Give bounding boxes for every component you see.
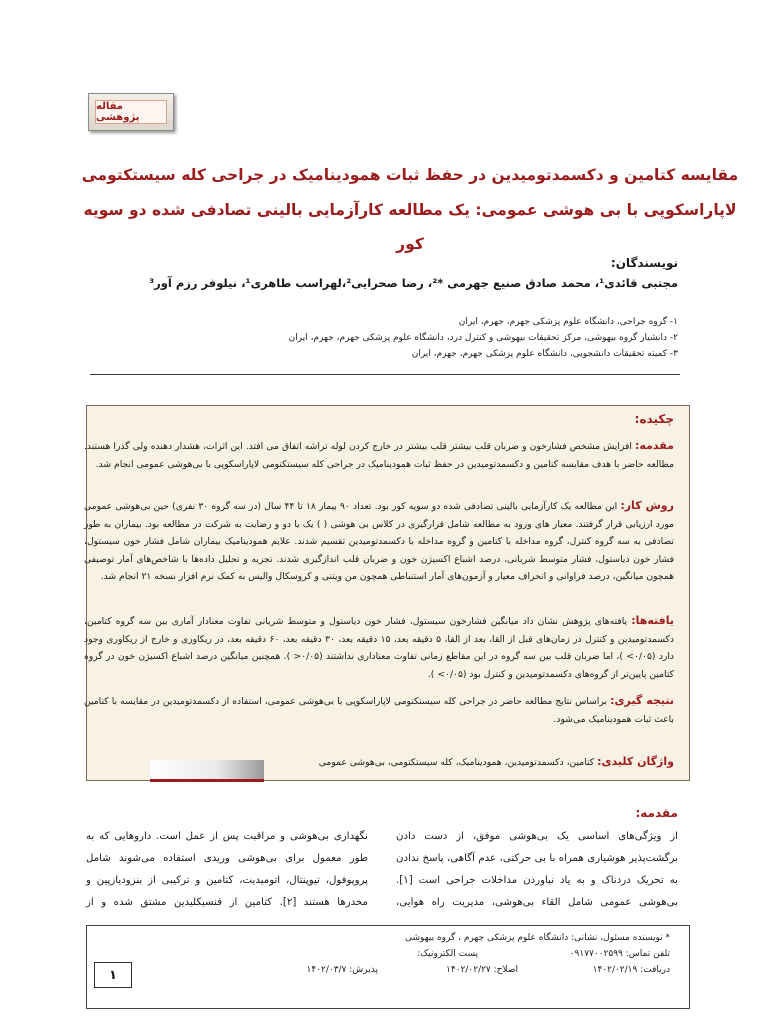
abstract-results xyxy=(84,612,674,683)
decorative-bar xyxy=(150,760,264,782)
date-revised: اصلاح: ۱۴۰۲/۰۲/۲۷ xyxy=(446,965,518,975)
abstract-keywords xyxy=(319,755,674,768)
page-number: ۱ xyxy=(94,962,132,988)
abstract-intro-label: مقدمه: xyxy=(635,439,674,452)
contact-phone: تلفن تماس: ۰۹۱۷۷۰۰۲۵۹۹ xyxy=(569,949,670,959)
authors-names: مجتبی قائدی¹، محمد صادق صنیع جهرمی *²، رضا صحرایی²،لهراسب طاهری¹، نیلوفر رزم آور³ xyxy=(149,276,678,290)
abstract-conclusion xyxy=(84,692,674,728)
keywords-text: کتامین، دکسمدتومیدین، همودینامیک، کله سیستکتومی، بی‌هوشی عمومی xyxy=(318,757,598,768)
abstract-methods xyxy=(84,497,674,586)
keywords-label: واژگان کلیدی: xyxy=(597,755,674,768)
badge-label: مقاله پژوهشی xyxy=(96,101,140,123)
intro-left-column: نگهداری بی‌هوشی و مراقبت پس از عمل است. داروهایی که به طور معمول برای بی‌هوشی وریدی استفاده می‌شوند شامل پروپوفول، تیوپنتال، اتومیدیت، کتامین و ترکیبی از بنزودیازپین و مخدرها هستند [۲]. کتامین از فنسیکلیدین مشتق شده و از xyxy=(86,831,368,908)
header-divider xyxy=(90,374,680,375)
intro-right-column: از ویژگی‌های اساسی یک بی‌هوشی موفق، از دست دادن برگشت‌پذیر هوشیاری همراه با بی حرکتی، عدم آگاهی، پاسخ ندادن به تحریک دردناک و به یاد نیاوردن مداخلات جراحی است [۱]. بی‌هوشی عمومی شامل القاء بی‌هوشی، مدیریت راه هوایی، xyxy=(396,831,678,908)
title-line-2: لاپاراسکوپی با بی هوشی عمومی: یک مطالعه کارآزمایی بالینی تصادفی شده دو سویه کور xyxy=(83,201,737,253)
abstract-intro-text: افزایش مشخص فشارخون و ضربان قلب بیشتر قلب بیشتر در خارج کردن لوله تراشه اتفاق می افتد. این اثرات، هشدار دهنده ولی گذرا هستند. مطالعه حاضر با هدف مقایسه کتامین و دکسمدتومیدین در حفظ ثبات همودینامیک در جراحی کله سیستکتومی لاپاراسکوپی با بی‌هوشی عمومی انجام شد. xyxy=(84,441,674,470)
abstract-methods-text: این مطالعه یک کارآزمایی بالینی تصادفی شده دو سویه کور بود. تعداد ۹۰ بیمار ۱۸ تا ۴۴ سال (در سه گروه ۳۰ نفری) حین بی‌هوشی عمومی مورد ارزیابی قرار گرفتند. معیار های ورود به مطالعه شامل قرارگیری در کلاس بی هوشی ( ) یک یا دو و رضایت به شرکت در مطالعه بود. بیماران به طور تصادفی به سه گروه کنترل، گروه مداخله با کتامین و گروه مداخله با دکسمدتومیدین تقسیم شدند. علایم همودینامیک بیماران شامل فشار خون سیستول، فشار خون دیاستول، فشار متوسط شریانی، درصد اشباع اکسیژن خون و ضربان قلب اندازگیری شدند. تجزیه و تحلیل داده‌ها با شاخص‌های آمار توصیفی همچون میانگین، درصد فراوانی و انحراف معیار و آزمون‌های آمار استنباطی همچون من ویتنی و کروسکال والیس به کمک نرم افزار نسخه ۲۱ انجام شد. xyxy=(84,501,674,582)
abstract-conclusion-text: براساس نتایج مطالعه حاضر در جراحی کله سیستکتومی لاپاراسکوپی با بی‌هوشی عمومی، استفاده از دکسمدتومیدین در مقایسه با کتامین باعث ثبات همودینامیک می‌شود. xyxy=(84,696,674,725)
date-received: دریافت: ۱۴۰۲/۰۲/۱۹ xyxy=(592,965,670,975)
abstract-conclusion-label: نتیجه گیری: xyxy=(610,694,674,707)
contact-email: پست الکترونیک: xyxy=(417,949,478,959)
abstract-results-label: یافته‌ها: xyxy=(631,614,674,627)
abstract-methods-label: روش کار: xyxy=(620,499,674,512)
title-line-1: مقایسه کتامین و دکسمدتومیدین در حفظ ثبات همودینامیک در جراحی کله سیستکتومی xyxy=(81,166,739,184)
authors-heading: نویسندگان: xyxy=(610,256,678,270)
affiliation-3: ۳- کمیته تحقیقات دانشجویی، دانشگاه علوم پزشکی جهرم، جهرم، ایران xyxy=(411,349,678,359)
affiliation-2: ۲- دانشیار گروه بیهوشی، مرکز تحقیقات بیهوشی و کنترل درد، دانشگاه علوم پزشکی جهرم، جهرم، ایران xyxy=(288,333,678,343)
abstract-introduction xyxy=(84,437,674,473)
abstract-results-text: یافته‌های پژوهش نشان داد میانگین فشارخون سیستول، فشار خون دیاستول و متوسط شریانی تفاوت معنادار آماری بین سه گروه کتامین، دکسمدتومیدین و کنترل در زمان‌های قبل از القا، بعد از القا، ۵ دقیقه بعد، ۱۵ دقیقه بعد، ۳۰ دقیقه بعد، ۶۰ دقیقه بعد، در ریکاوری و خارج از ریکاوری وجود دارد (۰/۰۵> )، اما ضربان قلب بین سه گروه در این مقاطع زمانی تفاوت معناداری نداشتند (۰/۰۵< ). همچنین میانگین درصد اشباع اکسیژن خون در گروه کتامین پایین‌تر از گروه‌های دکسمدتومیدین و کنترل بود (۰/۰۵> ). xyxy=(84,616,674,680)
abstract-heading: چکیده: xyxy=(634,412,674,426)
date-accepted: پذیرش: ۱۴۰۲/۰۳/۷ xyxy=(306,965,378,975)
affiliation-1: ۱- گروه جراحی، دانشگاه علوم پزشکی جهرم، جهرم، ایران xyxy=(458,317,678,327)
corresponding-author: * نویسنده مسئول، نشانی: دانشگاه علوم پزشکی جهرم ، گروه بیهوشی xyxy=(405,933,670,943)
introduction-heading: مقدمه: xyxy=(635,806,678,820)
article-type-badge xyxy=(88,93,174,131)
